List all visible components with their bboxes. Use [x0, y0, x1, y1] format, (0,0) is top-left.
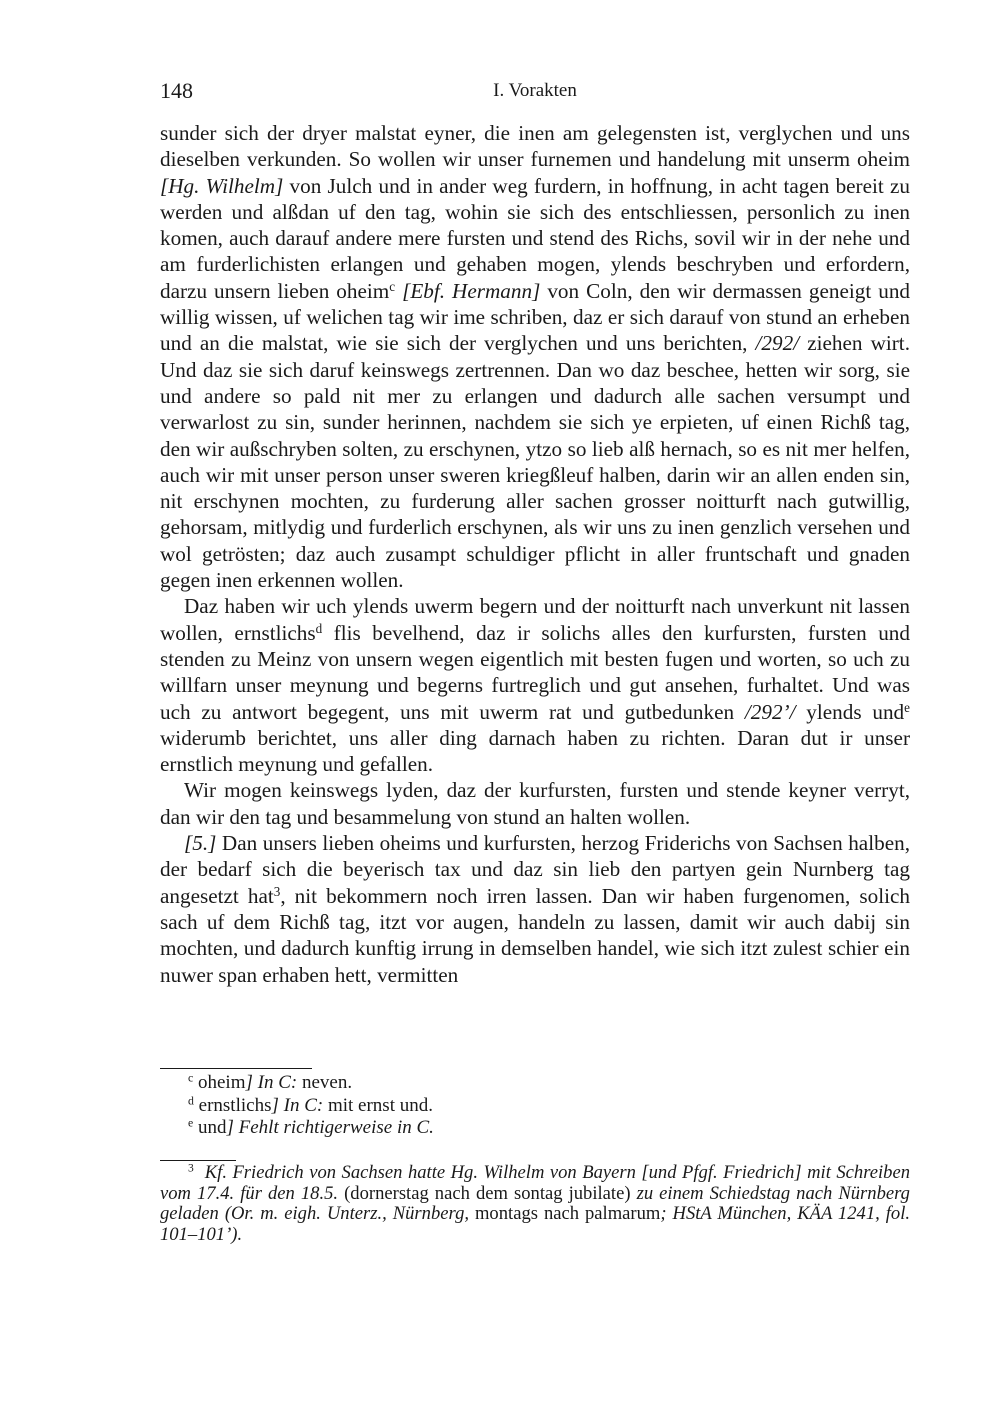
folio-marker: /292’/ — [744, 699, 796, 724]
folio-marker: /292/ — [755, 331, 800, 356]
variant-reading: mit ernst und. — [323, 1094, 433, 1116]
note-label: Fehlt richtigerweise in C. — [238, 1117, 434, 1138]
lemma-bracket: ] — [226, 1117, 234, 1138]
section-number: [5.] — [184, 831, 217, 856]
note-marker: c — [188, 1071, 194, 1085]
footnote-marker: 3 — [188, 1162, 194, 1175]
critical-note-ref-c[interactable]: c — [389, 278, 396, 294]
variant-reading: neven. — [297, 1072, 353, 1093]
running-head — [160, 78, 910, 110]
footnote-quoted-source: montags nach palmarum — [469, 1203, 661, 1224]
text-run: ylends und — [795, 699, 905, 724]
paragraph-3: Wir mogen keinswegs lyden, daz der kurfursten, fursten und stende keyner verryt, dan wir den tag und besammelung von stund an halten wollen. — [160, 778, 910, 829]
paragraph-2 — [160, 593, 910, 777]
lemma-bracket: ] — [271, 1094, 279, 1116]
note-label: In C: — [283, 1094, 324, 1116]
lemma-bracket: ] — [245, 1072, 253, 1093]
critical-apparatus-divider — [160, 1068, 312, 1069]
footnotes — [160, 1163, 910, 1245]
critical-note-d — [188, 1095, 434, 1118]
document-page — [160, 78, 910, 988]
note-marker: d — [188, 1094, 194, 1108]
editorial-insertion: [Ebf. Hermann] — [402, 278, 541, 303]
text-run: flis bevelhend, daz ir solichs alles den kurfursten, fursten und stenden zu Meinz von unsern wegen eigentlich mit besten fugen und worten, so uch zu willfarn unser meynung und begerns furtreglich und gut ansehen, furhaltet. Und was uch zu antwort begegent, uns mit uwerm rat und gutbedunken — [160, 620, 910, 724]
text-run: sunder sich der dryer malstat eyner, die inen am gelegensten ist, verglychen und uns dieselben verkunden. So wollen wir unser furnemen und handelung mit unserm oheim — [160, 121, 910, 172]
text-run: Daz haben wir uch ylends uwerm begern und der noitturft nach unverkunt nit lassen wollen, ernstlichs — [160, 594, 910, 645]
editorial-insertion: [Hg. Wilhelm] — [160, 173, 284, 198]
text-run: , nit bekommern noch irren lassen. Dan wir haben furgenomen, solich sach uf dem Richß tag, itzt vor augen, handeln zu lassen, damit wir auch dabij sin mochten, und dadurch kunftig irrung in demselben handel, wie sich itzt zulest schier ein nuwer span erhaben hett, vermitten — [160, 883, 910, 987]
page-number: 148 — [160, 78, 193, 103]
critical-note-c — [188, 1072, 434, 1095]
critical-note-e — [188, 1117, 434, 1140]
text-run: von Coln, den wir dermassen geneigt und willig wissen, uf welichen tag wir ime schriben, daz er sich darauf von stund an erheben und an die malstat, wie sie sich der verglychen und uns berichten, — [160, 278, 911, 356]
critical-note-ref-e[interactable]: e — [904, 699, 910, 715]
paragraph-4 — [160, 830, 910, 988]
footnote-divider — [160, 1160, 236, 1161]
footnote-quoted-source: (dornerstag nach dem sontag jubilate) — [338, 1182, 637, 1204]
section-title: I. Vorakten — [493, 80, 577, 101]
note-label: In C: — [257, 1072, 298, 1093]
footnote-italic-text: zu einem Schiedstag nach Nürnberg geladen (Or. m. eigh. Unterz., Nürnberg, — [160, 1182, 910, 1224]
lemma: ernstlichs — [198, 1094, 272, 1116]
critical-note-ref-d[interactable]: d — [315, 620, 323, 636]
text-run: widerumb berichtet, uns aller ding darnach haben zu richten. Daran dut ir unser ernstlich meynung und gefallen. — [160, 725, 910, 777]
text-run: Dan unsers lieben oheims und kurfursten, herzog Friderichs von Sachsen halben, der bedarf sich die beyerisch tax und daz sin lieb den partyen gein Nurnberg tag angesetzt hat — [160, 831, 910, 908]
footnote-ref-3[interactable]: 3 — [273, 883, 281, 899]
lemma: oheim — [197, 1072, 246, 1093]
text-run: von Julch und in ander weg furdern, in hoffnung, in acht tagen bereit zu werden und alßdan uf den tag, wohin sie sich des entschliessen, personlich zu inen komen, auch darauf andere mere fursten und stend des Richs, sovil wir in der nehe und am furderlichisten erlangen und gehaben mogen, ylends beschryben und erfordern, darzu unsern lieben oheim — [160, 173, 911, 303]
critical-apparatus — [188, 1072, 434, 1140]
archival-reference: ; HStA München, KÄA 1241, fol. 101–101’). — [160, 1203, 911, 1245]
lemma: und — [197, 1117, 227, 1138]
text-run: ziehen wirt. Und daz sie sich daruf keinswegs zertrennen. Dan wo daz beschee, hetten wir sorg, sie und andere so pald nit mer zu erlangen und dadurch alle sachen versumpt und verwarlost zu sin, sunder herinnen, nachdem sie sich ye erpieten, uf einen Richß tag, den wir außschryben solten, zu erschynen, ytzo so lieb alß hernach, so es nit mer helfen, auch wir mit unser person unser sweren kriegßleuf halben, darin wir an allen enden sin, nit erschynen mochten, zu furderung aller sachen grosser noitturft nach gutwillig, gehorsam, mitlydig und furderlich erschynen, als wir uns zu inen genzlich versehen und wol getrösten; daz auch zusampt schuldiger pflicht in aller fruntschaft und gnaden gegen inen erkennen wollen. — [160, 331, 910, 593]
footnote-italic-text: Kf. Friedrich von Sachsen hatte Hg. Wilhelm von Bayern [und Pfgf. Friedrich] mit Schreiben vom 17.4. für den 18.5. — [160, 1162, 911, 1204]
note-marker: e — [188, 1116, 194, 1130]
body-text — [160, 120, 910, 988]
footnote-3 — [160, 1163, 910, 1245]
paragraph-1 — [160, 120, 910, 593]
